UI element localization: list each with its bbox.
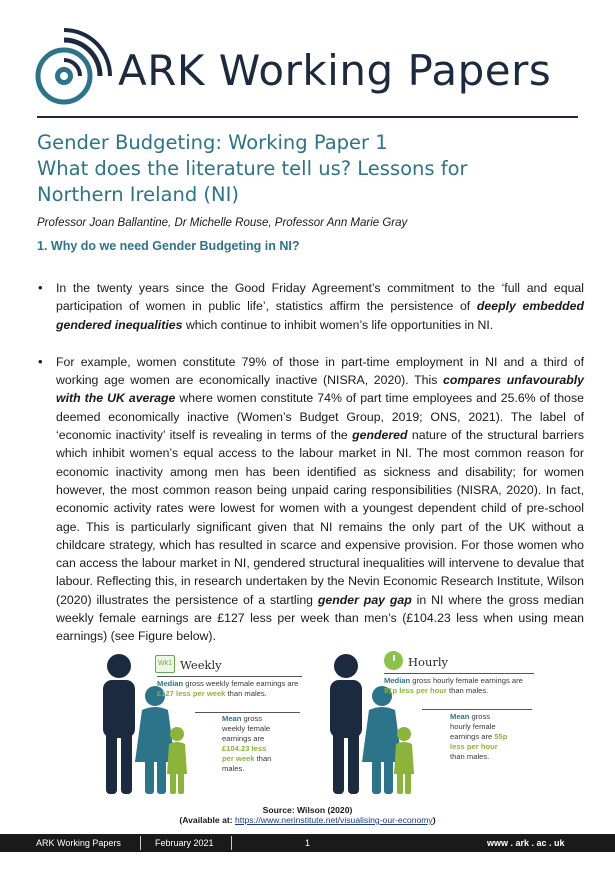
bullet-paragraph-1 <box>38 279 584 334</box>
text-run: earnings are <box>450 732 495 741</box>
title-line-2: What does the literature tell us? Lessons for <box>37 157 468 180</box>
text-run: gross weekly female earnings are <box>183 679 299 688</box>
figure-source <box>0 805 615 825</box>
text-run: than males. <box>450 752 490 761</box>
text-run: than males. <box>446 686 489 695</box>
text-run: gross hourly female earnings are <box>410 676 523 685</box>
emphasis: compares unfavourably with the UK average <box>56 373 584 406</box>
hourly-label: Hourly <box>408 655 449 669</box>
mean-word: Mean <box>222 714 242 723</box>
text-run: gross <box>241 714 263 723</box>
brand-title: ARK Working Papers <box>118 46 552 95</box>
text-run: ) <box>432 815 436 825</box>
title-line-1: Gender Budgeting: Working Paper 1 <box>37 131 388 154</box>
page-header <box>0 0 615 118</box>
source-line: Source: Wilson (2020) <box>262 805 353 815</box>
emphasis: gendered <box>352 428 408 443</box>
text-run: For example, women constitute 79% of those in part-time employment in NI and a third of working age women are economically inactive (NISRA, 2020). This <box>56 354 584 388</box>
text-run: where women constitute 74% of part time employees and 25.6% of those deemed economically inactive (Women’s Budget Group, 2019; ONS, 2021). The label of ‘economic inactivity’ itself is revealing in terms of the <box>56 391 584 443</box>
text-run: gross <box>469 712 491 721</box>
footer-date: February 2021 <box>155 838 214 848</box>
hourly-mean-stat <box>450 712 532 762</box>
hourly-median-stat <box>384 676 534 696</box>
text-run: (Available at: <box>179 815 235 825</box>
emphasis: gender pay gap <box>317 592 412 607</box>
page-number: 1 <box>305 838 311 848</box>
section-heading: 1. Why do we need Gender Budgeting in NI? <box>37 239 300 253</box>
hourly-divider <box>384 673 534 674</box>
page-footer <box>0 834 615 852</box>
text-run: nature of the structural barriers which inhibit women’s equal access to the labour market in NI. The most common reason for economic inactivity among men has been identified as sickness and disability; for women however, the most common reason being unpaid caring responsibilities (NISRA, 2020). In fact, economic activity rates were lowest for women with a youngest dependent child of pre-school age. This is particularly significant given that NI remains the only part of the UK without a childcare strategy, which has resulted in scarce and expensive provision. For those women who can access the labour market in NI, gendered structural inequalities will intervene to devalue that labour. Reflecting this, in research undertaken by the Nevin Economic Research Institute, Wilson (2020) illustrates the persistence of a startling <box>56 428 584 607</box>
bullet-paragraph-2 <box>38 353 584 646</box>
title-line-3: Northern Ireland (NI) <box>37 183 239 206</box>
source-availability <box>0 815 615 825</box>
ark-logo-icon <box>34 26 114 106</box>
hourly-mean-divider <box>422 709 532 710</box>
mean-value: £104.23 less <box>222 744 267 753</box>
text-run: than males. <box>225 689 267 698</box>
text-run: than <box>254 754 272 763</box>
calendar-icon: Wk1 <box>155 655 175 673</box>
text-run: hourly female <box>450 722 496 731</box>
median-word: Median <box>157 679 184 688</box>
median-word: Median <box>384 676 411 685</box>
footer-series: ARK Working Papers <box>36 838 121 848</box>
weekly-divider <box>157 676 302 677</box>
clock-icon <box>384 651 403 670</box>
text-run: earnings are <box>222 734 265 743</box>
weekly-mean-stat <box>222 714 302 774</box>
emphasis: deeply embedded gendered inequalities <box>56 299 584 332</box>
text-run: weekly female <box>222 724 271 733</box>
text-run: in NI where the gross median weekly female earnings are £127 less per week than men’s (£104.23 less when using mean earnings) (see Figure below). <box>56 592 585 644</box>
weekly-label: Weekly <box>180 658 222 672</box>
weekly-earnings-figure <box>95 646 310 806</box>
paper-title <box>37 130 582 208</box>
mean-word: Mean <box>450 712 470 721</box>
text-run: males. <box>222 764 245 773</box>
mean-value: per week <box>222 754 255 763</box>
weekly-median-stat <box>157 679 307 699</box>
median-value: £127 less per week <box>157 689 226 698</box>
text-run: In the twenty years since the Good Friday Agreement’s commitment to the ‘full and equal participation of women in public life’, statistics affirm the persistence of <box>56 281 584 314</box>
family-silhouette-icon <box>95 650 195 800</box>
median-value: 91p less per hour <box>384 686 447 695</box>
footer-divider <box>140 836 141 850</box>
authors: Professor Joan Ballantine, Dr Michelle Rouse, Professor Ann Marie Gray <box>37 217 408 229</box>
mean-value: less per hour <box>450 742 498 751</box>
bullet-list <box>38 279 584 665</box>
header-divider <box>37 116 578 118</box>
source-link[interactable]: https://www.nerinstitute.net/visualising-our-economy <box>234 815 433 825</box>
weekly-mean-divider <box>195 712 300 713</box>
hourly-earnings-figure <box>322 646 537 806</box>
mean-value: 55p <box>494 732 508 741</box>
footer-divider <box>231 836 232 850</box>
text-run: which continue to inhibit women’s life opportunities in NI. <box>182 317 494 332</box>
footer-website[interactable]: www . ark . ac . uk <box>487 838 565 848</box>
